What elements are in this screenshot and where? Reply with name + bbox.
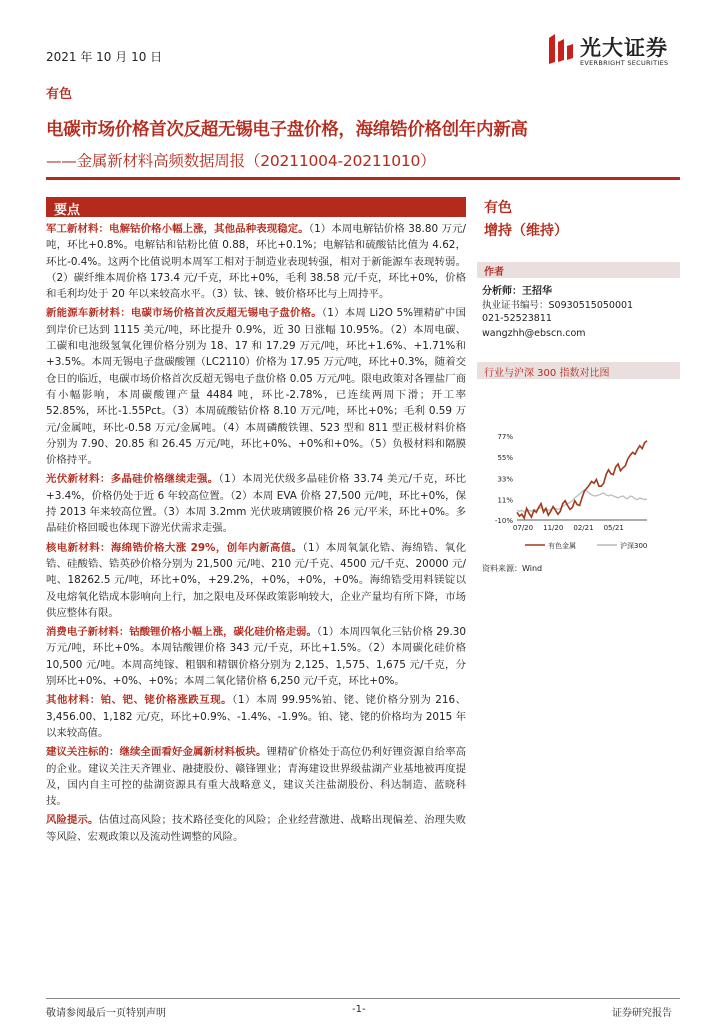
sidebar-sector: 有色 [484,200,512,216]
paragraph [46,540,466,621]
x-tick-label: 11/20 [543,524,564,532]
paragraph-body: （1）本周 Li2O 5%锂精矿中国到岸价已达到 1115 美元/吨，环比提升 0.9%，近 30 日涨幅 10.95%。（2）本周电碳、工碳和电池级氢氧化锂价格分别为 18、17 和 17.29 万元/吨，环比+1.6%、+1.71%和+3.5%。本周无锡电子盘碳酸锂（LC2110）价格为 17.95 万元/吨，环比+0.3%，随着交仓日的临近，电碳市场价格首次反超无锡电子盘价格 0.05 万元/吨。限电政策对各锂盐厂商有小幅影响，本周碳酸锂产量 4484 吨，环比-2.78%，已连续两周下滑；开工率 52.85%，环比-1.55Pct。（3）本周硫酸钴价格 8.10 万元/吨，环比+0%；毛利 0.59 万元/金属吨，环比-0.58 万元/金属吨。（4）本周磷酸铁锂、523 型和 811 型正极材料价格分别为 7.90、20.85 和 26.45 万元/吨，环比+0%、+0%和+0%。（5）负极材料和隔膜价格持平。 [46,307,466,467]
paragraph [46,624,466,689]
legend-label: 沪深300 [620,542,648,550]
analyst-phone: 021-52523811 [482,313,552,324]
paragraph [46,305,466,468]
y-tick-label: -10% [494,517,513,525]
chart-header [477,362,680,379]
y-tick-label: 77% [497,433,513,441]
paragraph [46,471,466,536]
paragraph-body: （1）本周氧氯化锆、海绵锆、氧化锆、硅酸锆、锆英砂价格分别为 21,500 元/吨、210 元/千克、4500 元/千克、20000 元/吨、18262.5 元/吨，环比+0%，+29.2%，+0%，+0%，+0%。海绵锆受用料镁锭以及电熔氧化锆成本影响向上行，加之限电及环保政策影响较大，企业产量均有所下降，市场供应整体有限。 [46,541,466,619]
analyst-name: 分析师：王招华 [482,286,552,297]
company-logo [546,30,686,74]
report-title: 电碳市场价格首次反超无锡电子盘价格，海绵锆价格创年内新高 [46,120,528,140]
analyst-email[interactable]: wangzhh@ebscn.com [482,328,586,339]
paragraph-heading: 新能源车新材料：电碳市场价格首次反超无锡电子盘价格。 [46,307,322,320]
author-label: 作者 [484,267,504,278]
footer-brand: 证券研究报告 [612,1008,672,1019]
footer-disclaimer: 敬请参阅最后一页特别声明 [46,1008,166,1019]
keypoints-header [46,197,466,217]
page-number: -1- [352,1004,366,1015]
paragraph [46,812,466,845]
keypoints-label: 要点 [54,203,81,218]
y-tick-label: 11% [497,496,513,505]
legend-label: 有色金属 [548,542,576,550]
paragraph-heading: 光伏新材料：多晶硅价格继续走强。 [46,473,219,486]
paragraph-body: （1）本周四氧化三钴价格 29.30 万元/吨，环比+0%。本周钴酸锂价格 343 元/千克，环比+1.5%。（2）本周碳化硅价格 10,500 元/吨。本周高纯镓、粗铟和精铟价格分别为 2,125、1,575、1,675 元/千克，分别环比+0%、+0%、+0%；本周二氧化锗价格 6,250 元/千克，环比+0%。 [46,626,466,688]
paragraph-body: 估值过高风险；技术路径变化的风险；企业经营激进、战略出现偏差、治理失败等风险、宏观政策以及流动性调整的风险。 [46,814,466,843]
chart-source: 资料来源：Wind [482,564,543,573]
title-divider [46,177,680,180]
paragraph-heading: 建议关注标的：继续全面看好金属新材料板块。 [46,746,267,759]
author-header [477,262,680,278]
index-comparison-chart [477,428,680,558]
paragraph-body: （1）本周电解钴价格 38.80 万元/吨，环比+0.8%。电解钴和钴粉比值 0.88，环比+0.1%；电解钴和硫酸钴比值为 4.62，环比-0.4%。这两个比值说明本周军工相对于制造业表现转强，相对于新能源车表现转弱。（2）碳纤维本周价格 173.4 元/千克，环比+0%，毛利 38.58 元/千克，环比+0%，价格和毛利均处于 20 年以来较高水平。（3）钛、铼、铍价格环比与上周持平。 [46,223,467,301]
y-tick-label: 55% [497,454,513,463]
paragraph-body: 锂精矿价格处于高位仍利好锂资源自给率高的企业。建议关注天齐锂业、融捷股份、赣锋锂业；青海建设世界级盐湖产业基地被再度提及，国内自主可控的盐湖资源具有重大战略意义，建议关注盐湖股份、科达制造、蓝晓科技。 [46,746,467,808]
paragraph-heading: 核电新材料：海绵锆价格大涨 29%，创年内新高值。 [46,541,303,554]
report-date: 2021 年 10 月 10 日 [46,50,163,64]
sector-label: 有色 [46,87,73,102]
analyst-cert: 执业证书编号：S0930515050001 [482,300,634,311]
footer-divider [46,998,680,999]
report-subtitle: ——金属新材料高频数据周报（20211004-20211010） [46,152,436,170]
paragraph [46,221,466,302]
paragraph-body: （1）本周光伏级多晶硅价格 33.74 美元/千克，环比+3.4%，价格仍处于近 6 年较高位置。（2）本周 EVA 价格 27,500 元/吨，环比+0%，保持 2013 年来较高位置。（3）本周 3.2mm 光伏玻璃镀膜价格 26 元/平米，环比+0%。多晶硅价格回暖也体现下游光伏需求走强。 [46,473,466,535]
x-tick-label: 05/21 [603,524,624,532]
paragraph-heading: 消费电子新材料：钴酸锂价格小幅上涨，碳化硅价格走弱。 [46,626,317,639]
main-content [46,221,466,848]
sidebar-rating: 增持（维持） [484,223,568,239]
paragraph-heading: 风险提示。 [46,814,99,827]
x-tick-label: 07/20 [512,524,534,532]
logo-english-name: EVERBRIGHT SECURITIES [580,59,669,67]
logo-chinese-name: 光大证券 [580,36,668,60]
paragraph-heading: 军工新材料：电解钴价格小幅上涨，其他品种表现稳定。 [46,223,309,235]
x-tick-label: 02/21 [573,524,594,532]
paragraph [46,744,466,809]
paragraph [46,692,466,741]
paragraph-body: （1）本周 99.95%铂、铑、铑价格分别为 216、3,456.00、1,182 元/克，环比+0.9%、-1.4%、-1.9%。铂、铑、铑的价格均为 2015 年以来较高值。 [46,694,467,739]
series-line [517,441,647,518]
y-tick-label: 33% [497,475,513,484]
paragraph-heading: 其他材料：铂、钯、铑价格涨跌互现。 [46,694,233,707]
everbright-logo-icon [546,32,576,66]
chart-title: 行业与沪深 300 指数对比图 [484,368,610,379]
series-line [517,490,647,512]
